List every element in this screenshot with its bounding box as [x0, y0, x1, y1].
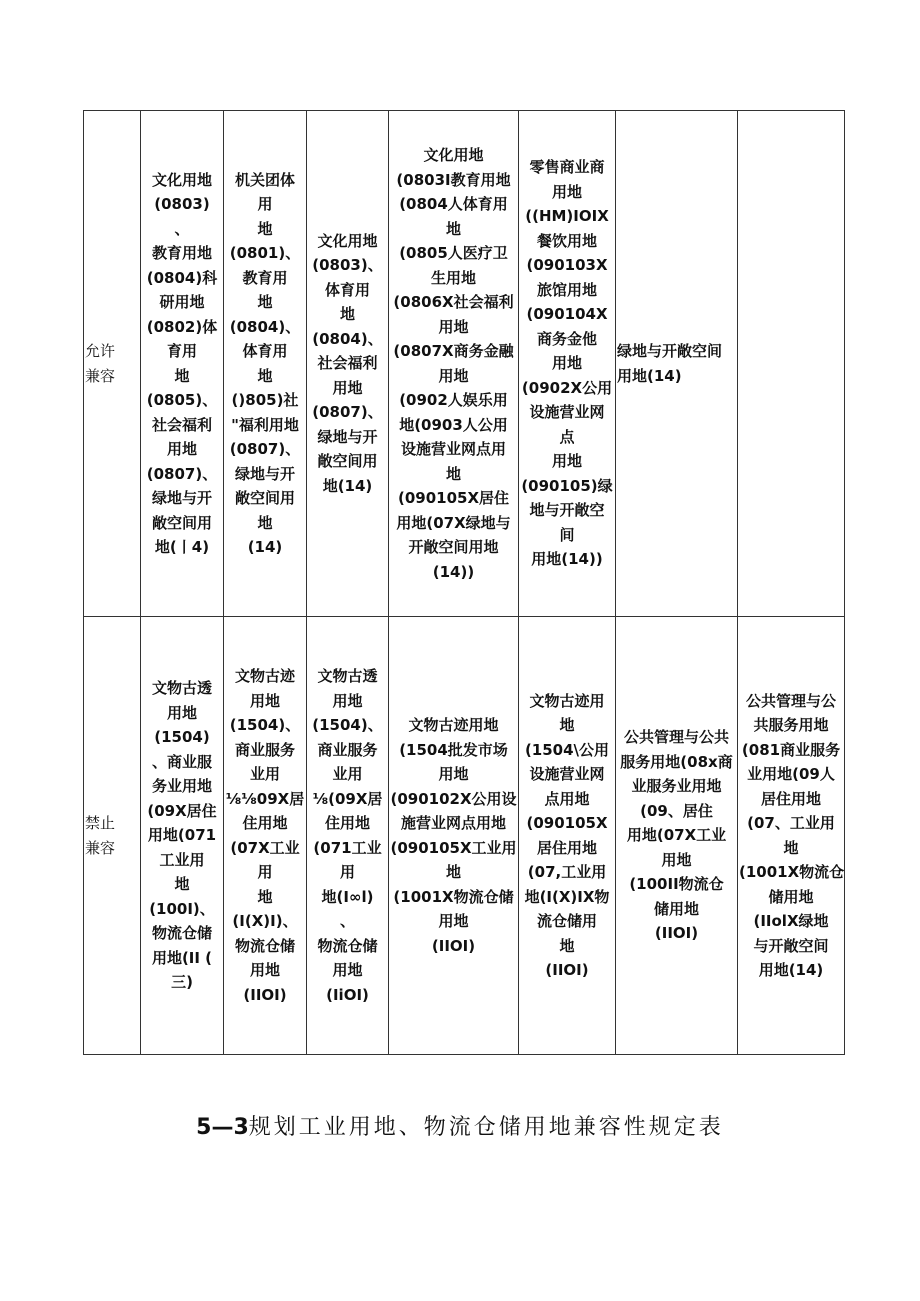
cell-line: 地: [559, 936, 575, 955]
cell-line: 敞空间用: [234, 489, 295, 507]
cell-line: 文化用地: [423, 146, 484, 164]
cell-line: 地(I∞l): [321, 887, 374, 906]
cell-line: (0807)、: [146, 464, 218, 483]
cell-line: 地(0903人公用: [399, 415, 508, 434]
cell-line: 绿地与开敞空间: [617, 342, 723, 360]
cell-line: (0804)、: [229, 317, 301, 336]
cell-line: "福利用地: [231, 415, 299, 434]
cell-line: (IIOI): [243, 985, 287, 1004]
cell-line: (100II物流仓: [629, 875, 724, 894]
cell-line: 用地: [166, 440, 197, 458]
cell-line: 共服务用地: [753, 716, 829, 734]
cell-line: 地: [559, 716, 575, 734]
cell-line: 零售商业商: [529, 158, 605, 177]
caption-number: 5—3: [196, 1115, 249, 1140]
cell-line: 绿地与开: [317, 427, 378, 446]
cell-line: 地: [257, 293, 273, 311]
cell-line: (1504): [154, 728, 210, 747]
cell-line: (IIolX绿地: [753, 912, 829, 930]
cell-line: 务业用地: [151, 777, 212, 796]
cell-line: (071工业: [313, 838, 382, 857]
cell-line: (0802)体: [146, 317, 218, 336]
cell-line: 用地: [166, 703, 197, 722]
cell-line: 用地: [438, 366, 469, 385]
cell-line: 文化用地: [151, 170, 212, 189]
cell-line: 公共管理与公共: [623, 728, 729, 747]
cell-line: 点用地: [544, 789, 590, 808]
cell-line: 工业用: [159, 850, 205, 869]
cell-line: (1504)、: [229, 716, 301, 734]
cell-line: (0902人娱乐用: [399, 391, 508, 409]
cell-line: 地与开敞空: [529, 501, 605, 520]
cell-line: 用地: [332, 691, 363, 710]
cell-line: (09X居住: [147, 801, 217, 820]
cell-line: (0804)科: [146, 268, 218, 287]
cell-line: 体育用: [324, 280, 370, 299]
table-cell: [224, 111, 307, 617]
cell-line: (IIOI): [654, 924, 699, 943]
cell-line: (0804)、: [312, 329, 383, 348]
cell-line: 用地: [438, 765, 469, 783]
cell-line: 用地: [249, 691, 280, 710]
cell-line: 用地: [332, 961, 363, 979]
cell-line: 用地: [551, 182, 582, 201]
cell-line: (0803)、: [312, 256, 383, 275]
cell-line: 储用地: [768, 887, 814, 906]
cell-line: 、: [339, 912, 355, 930]
cell-line: (090104X: [526, 305, 608, 324]
cell-line: 地: [783, 838, 799, 857]
table-cell: [389, 617, 519, 1055]
table-cell: [141, 111, 224, 617]
cell-line: (1001X物流仓储: [393, 887, 514, 906]
cell-line: 用地(07X绿地与: [396, 513, 511, 532]
cell-line: 绿地与开: [234, 464, 295, 483]
table-cell: [141, 617, 224, 1055]
cell-line: 旅馆用地: [536, 280, 597, 299]
cell-line: 文物古迹用地: [408, 716, 499, 734]
cell-line: (IIOI): [545, 961, 589, 979]
cell-line: 用地(II (: [151, 948, 213, 967]
compatibility-table: [83, 110, 845, 1055]
cell-line: 、: [174, 219, 190, 238]
table-cell: [389, 111, 519, 617]
cell-line: 育用: [166, 342, 197, 360]
cell-line: 地: [445, 219, 461, 238]
cell-line: 储用地: [653, 899, 699, 918]
table-cell-empty: [738, 111, 845, 617]
cell-line: (07、工业用: [747, 814, 835, 832]
cell-line: 文物古透: [151, 679, 212, 698]
cell-line: (1504\公用: [524, 740, 610, 759]
cell-line: 施营业网点用地: [400, 814, 506, 832]
cell-line: (0801)、: [229, 244, 301, 262]
cell-line: 用地: [551, 452, 582, 471]
cell-line: (1504)、: [312, 716, 383, 734]
cell-line: (090103X: [526, 256, 608, 275]
cell-line: 机关团体: [234, 170, 295, 189]
cell-line: 地: [257, 887, 273, 906]
cell-line: 地(I(X)IX物: [524, 887, 610, 906]
cell-line: 三): [171, 973, 193, 992]
table-cell: [519, 617, 616, 1055]
cell-line: (0806X社会福利: [393, 293, 514, 311]
cell-line: (IIOI): [431, 936, 476, 955]
cell-line: 用: [257, 863, 273, 881]
cell-line: (090105X居住: [397, 489, 510, 507]
cell-line: (07,工业用: [527, 863, 607, 881]
caption-text: 规划工业用地、物流仓储用地兼容性规定表: [248, 1115, 724, 1140]
cell-line: 体育用: [242, 342, 288, 360]
cell-line: (14): [247, 538, 283, 556]
table-cell: [616, 111, 738, 617]
cell-line: ⅛(09X居: [312, 789, 383, 808]
cell-line: 地: [257, 366, 273, 385]
row-header-forbidden: 禁止 兼容: [84, 617, 141, 1055]
cell-line: (1001X物流仓: [739, 863, 845, 881]
cell-line: 地(丨4): [154, 538, 210, 556]
cell-line: 业服务业用地: [631, 777, 722, 796]
cell-line: 设施营业网: [529, 403, 605, 422]
cell-line: 商业服务: [317, 740, 378, 759]
cell-line: 用地: [249, 961, 280, 979]
cell-line: 社会福利: [151, 415, 212, 434]
cell-line: 间: [559, 525, 575, 544]
cell-line: 社会福利: [317, 354, 378, 373]
cell-line: 文物古透: [317, 667, 378, 685]
cell-line: 住用地: [242, 814, 288, 832]
table-cell: [224, 617, 307, 1055]
table-row-forbidden: [84, 617, 845, 1055]
cell-line: 研用地: [159, 293, 205, 311]
cell-line: (14)): [432, 562, 475, 581]
cell-line: (090105X工业用: [390, 838, 517, 857]
row-header-allowed: 允许 兼容: [84, 111, 141, 617]
cell-line: 公共管理与公: [745, 691, 836, 710]
table-cell: [738, 617, 845, 1055]
cell-line: 物流仓储: [234, 936, 295, 955]
table-caption: [0, 1110, 920, 1141]
cell-line: ⅛⅛09X居: [225, 789, 305, 808]
cell-line: (0804人体育用: [399, 195, 508, 213]
cell-line: 地: [339, 305, 355, 324]
cell-line: (09、居住: [640, 801, 713, 820]
cell-line: (0807)、: [312, 403, 383, 422]
cell-line: (0807)、: [229, 440, 301, 458]
table-cell: [616, 617, 738, 1055]
cell-line: (I(X)I)、: [232, 912, 298, 930]
cell-line: 业用: [332, 765, 363, 783]
cell-line: (IiOI): [326, 985, 369, 1004]
cell-line: 用地: [438, 912, 469, 930]
cell-line: 敞空间用: [317, 452, 378, 471]
cell-line: 教育用地: [151, 244, 212, 262]
cell-line: (0805)、: [146, 391, 218, 409]
cell-line: 、商业服: [151, 752, 212, 771]
table-cell: [307, 111, 389, 617]
cell-line: 用地: [551, 354, 582, 373]
cell-line: 用地(14): [758, 961, 824, 979]
cell-line: 开敞空间用地: [408, 538, 499, 556]
cell-line: 商业服务: [234, 740, 295, 759]
cell-line: 服务用地(08x商: [620, 752, 733, 771]
cell-line: 用地(071: [147, 826, 217, 845]
cell-line: 用地: [438, 317, 469, 336]
cell-line: 商务金他: [536, 329, 597, 348]
cell-line: 设施营业网: [529, 765, 605, 783]
cell-line: 居住用地: [760, 789, 821, 808]
cell-line: (0807X商务金融: [393, 342, 514, 360]
cell-line: 地(14): [322, 476, 373, 495]
cell-line: (090105)绿: [521, 476, 613, 495]
cell-line: 点: [559, 427, 575, 446]
cell-line: (07X工业: [230, 838, 300, 857]
cell-line: 文物古迹用: [529, 691, 605, 710]
cell-line: 用地: [661, 850, 692, 869]
cell-line: 与开敞空间: [753, 936, 829, 955]
cell-line: 业用地(09人: [747, 765, 835, 783]
table-cell: [519, 111, 616, 617]
cell-line: 物流仓储: [317, 936, 378, 955]
cell-line: (0902X公用: [521, 378, 613, 397]
cell-line: 文物古迹: [234, 667, 295, 685]
cell-line: (081商业服务: [741, 740, 841, 759]
cell-line: 绿地与开: [151, 489, 212, 507]
cell-line: 用地: [332, 378, 363, 397]
cell-line: (0803): [154, 195, 210, 213]
cell-line: 设施营业网点用: [400, 440, 506, 458]
cell-line: ()805)社: [231, 391, 299, 409]
cell-line: 流仓储用: [536, 912, 597, 930]
cell-line: 物流仓储: [151, 924, 212, 943]
cell-line: 地: [257, 219, 273, 238]
cell-line: 地: [174, 366, 190, 385]
cell-line: 生用地: [430, 268, 476, 287]
cell-line: 餐饮用地: [536, 231, 597, 250]
table-cell: [307, 617, 389, 1055]
cell-line: (090102X公用设: [390, 789, 517, 808]
cell-line: (0803I教育用地: [396, 170, 511, 189]
cell-line: 用: [257, 195, 273, 213]
cell-line: 用: [339, 863, 355, 881]
cell-line: 居住用地: [536, 838, 597, 857]
table-row-allowed: [84, 111, 845, 617]
cell-line: 用地(14)): [531, 550, 603, 569]
cell-line: 敞空间用: [151, 513, 212, 532]
cell-line: 地: [445, 863, 461, 881]
cell-line: (090105X: [526, 814, 608, 832]
cell-line: 地: [174, 875, 190, 894]
cell-line: 用地(07X工业: [626, 826, 727, 845]
cell-line: (100I)、: [149, 899, 215, 918]
cell-line: (0805人医疗卫: [399, 244, 508, 262]
cell-line: 地: [445, 464, 461, 483]
cell-line: 地: [257, 513, 273, 532]
cell-line: 业用: [249, 765, 280, 783]
cell-line: (1504批发市场: [399, 740, 508, 759]
cell-line: 文化用地: [317, 231, 378, 250]
cell-line: ((HM)IOIX: [525, 207, 609, 226]
cell-line: 用地(14): [617, 366, 682, 385]
cell-line: 教育用: [242, 268, 288, 287]
cell-line: 住用地: [324, 814, 370, 832]
